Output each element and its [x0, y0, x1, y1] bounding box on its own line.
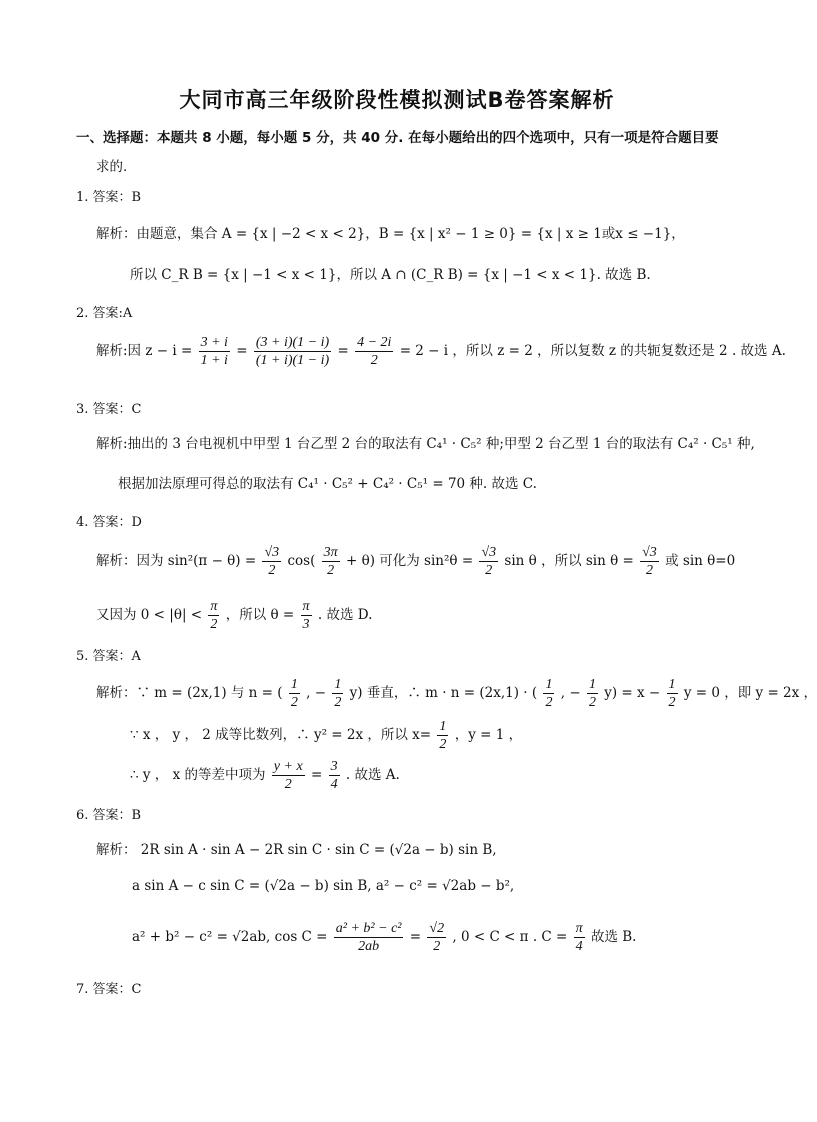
q7-answer: 7. 答案：C: [76, 982, 142, 997]
q5-line3: ∴ y ， x 的等差中项为 $\frac{y + x}{2}$ = $\frac{3}{4}$ . 故选 A.: [130, 759, 400, 792]
q6-line2: a sin A − c sin C = (√2a − b) sin B, a² − c² = √2ab − b²,: [132, 878, 515, 894]
q2-post: = 2 − i ，所以 z = 2 ，所以复数 z 的共轭复数还是 2 . 故选 A.: [399, 343, 786, 359]
section-heading: 一、选择题：本题共 8 小题，每小题 5 分，共 40 分. 在每小题给出的四个选项中，只有一项是符合题目要: [76, 130, 719, 146]
q2-frac2: $\frac{(3 + i)(1 - i)}{(1 + i)(1 - i)}$: [255, 335, 330, 368]
page-title: 大同市高三年级阶段性模拟测试B卷答案解析: [179, 88, 615, 112]
q5-line1: 解析：∵ m = (2x,1) 与 n = ( $\frac{1}{2}$ , − $\frac{1}{2}$ y) 垂直，∴ m · n = (2x,1) · ( $\frac{1}{2}$ , − $\frac{1}{2}$ y) = x − $\frac{1}{2}$ y = 0 ，即 y = 2x ，: [96, 677, 817, 710]
q4-line2: 又因为 0 < |θ| < $\frac{\pi}{2}$ ，所以 θ = $\frac{\pi}{3}$ . 故选 D.: [96, 599, 373, 632]
q2-frac1: $\frac{3 + i}{1 + i}$: [200, 335, 228, 368]
q6-answer: 6. 答案：B: [76, 808, 142, 823]
q1-answer: 1. 答案：B: [76, 190, 142, 205]
q4-answer: 4. 答案：D: [76, 515, 142, 530]
q6-line1: 解析： 2R sin A · sin A − 2R sin C · sin C = (√2a − b) sin B,: [96, 842, 497, 858]
q6-line3: a² + b² − c² = √2ab, cos C = $\frac{\text{a² + b² − c²}}{2ab}$ = $\frac{√2}{2}$ , 0 < C < π . C = $\frac{\pi}{4}$ 故选 B.: [132, 921, 637, 954]
q3-line2: 根据加法原理可得总的取法有 C₄¹ · C₅² + C₄² · C₅¹ = 70 种. 故选 C.: [118, 476, 537, 492]
q1-line2: 所以 C_R B = {x | −1 < x < 1}，所以 A ∩ (C_R B) = {x | −1 < x < 1}. 故选 B.: [130, 267, 651, 283]
q3-line1: 解析:抽出的 3 台电视机中甲型 1 台乙型 2 台的取法有 C₄¹ · C₅² 种;甲型 2 台乙型 1 台的取法有 C₄² · C₅¹ 种,: [96, 436, 755, 452]
q2-line: 解析:因 z − i = $\frac{3 + i}{1 + i}$ = $\frac{(3 + i)(1 - i)}{(1 + i)(1 - i)}$ = $\frac{4 - 2i}{2}$ = 2 − i ，所以 z = 2 ，所以复数 z 的共轭复数还是 2 . 故选 A.: [96, 335, 786, 368]
q1-line1: 解析：由题意，集合 A = {x | −2 < x < 2}，B = {x | x² − 1 ≥ 0} = {x | x ≥ 1或x ≤ −1}，: [96, 226, 685, 242]
q5-answer: 5. 答案：A: [76, 649, 141, 664]
q2-answer: 2. 答案:A: [76, 306, 133, 321]
q2-pre: 解析:因 z − i =: [96, 343, 193, 359]
section-heading-cont: 求的.: [96, 159, 128, 175]
q4-line1: 解析：因为 sin²(π − θ) = $\frac{√3}{2}$ cos( $\frac{3\pi}{2}$ + θ) 可化为 sin²θ = $\frac{√3}{2}$ sin θ ，所以 sin θ = $\frac{√3}{2}$ 或 sin θ=0: [96, 545, 736, 578]
q5-line2: ∵ x ， y ， 2 成等比数列，∴ y² = 2x ，所以 x= $\frac{1}{2}$ ，y = 1 ，: [130, 719, 523, 752]
q3-answer: 3. 答案：C: [76, 402, 142, 417]
q2-frac3: $\frac{4 - 2i}{2}$: [357, 335, 392, 368]
